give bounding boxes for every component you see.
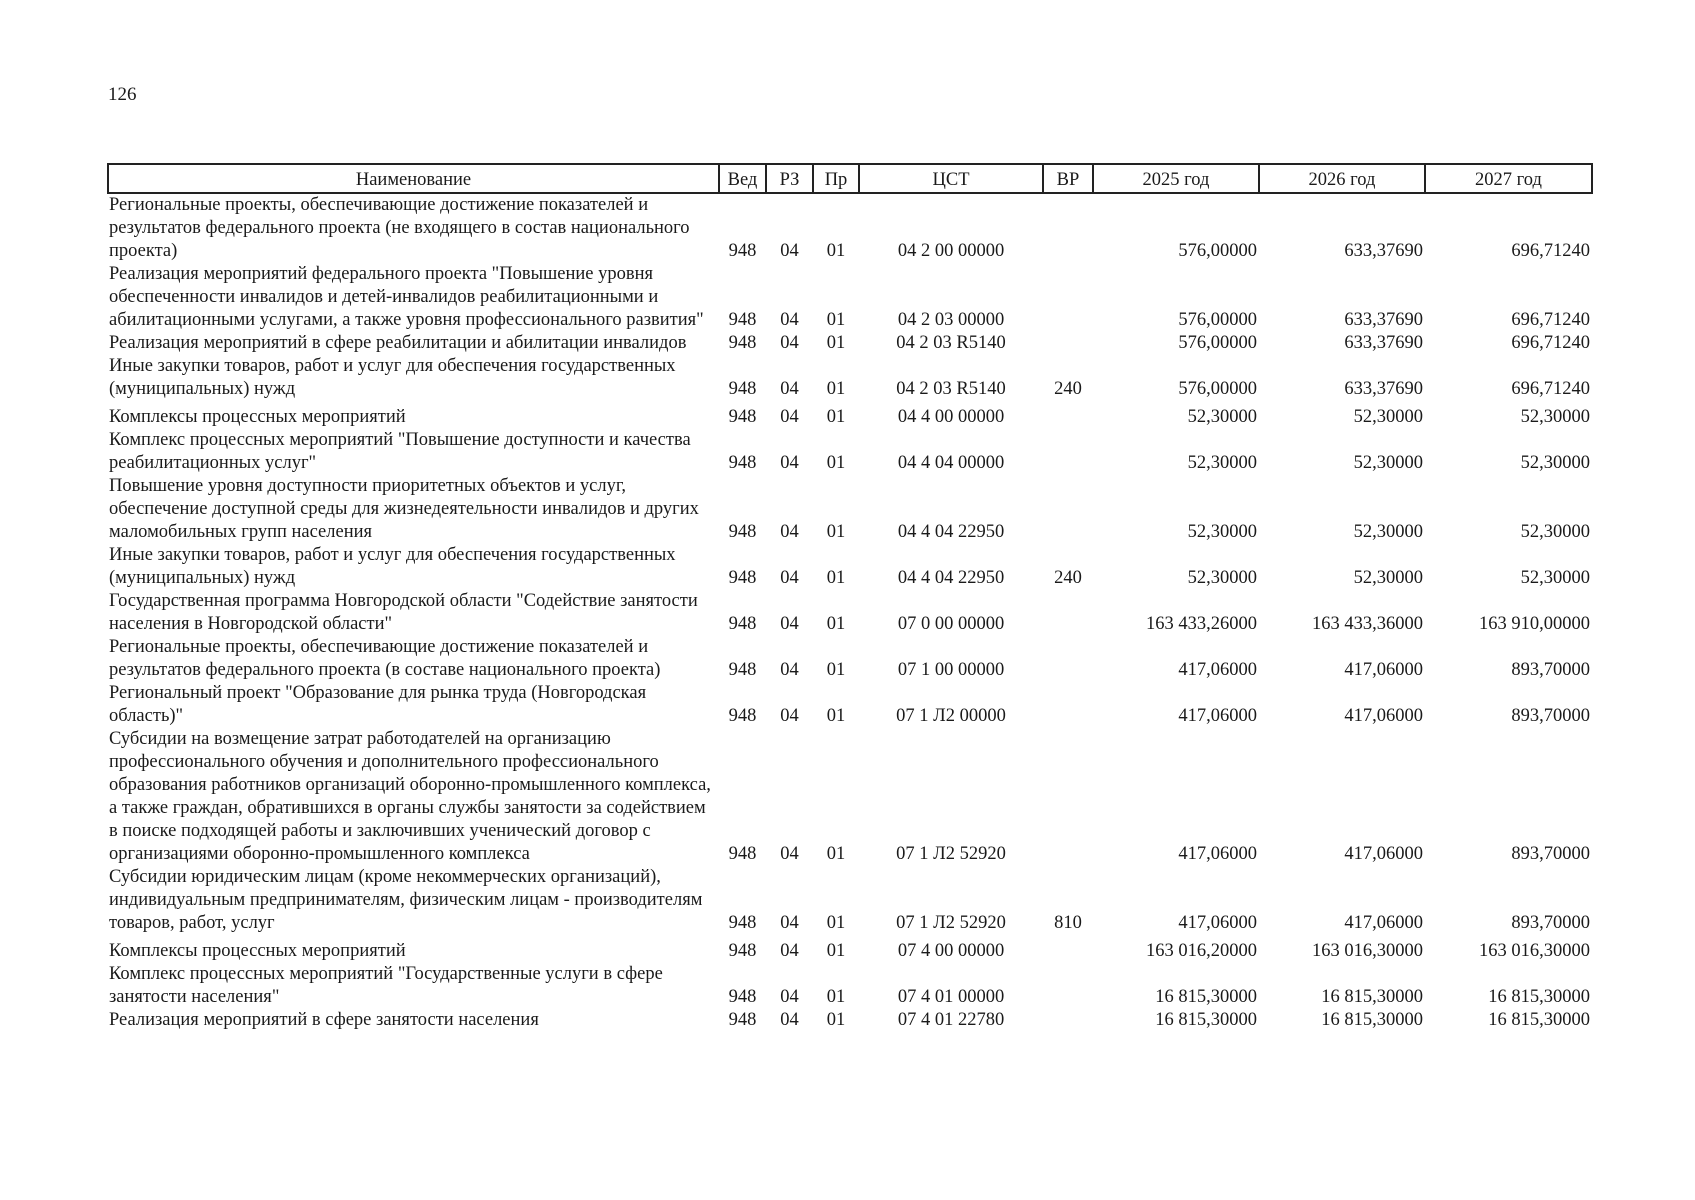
cell-pr: 01 xyxy=(826,522,846,542)
cell-ved: 948 xyxy=(728,987,757,1007)
budget-table-container xyxy=(107,163,1591,1032)
cell-name: Реализация мероприятий федерального проекта "Повышение уровня обеспеченности инвалидов и детей-инвалидов реабилитационными и абилитационными услугами, а также уровня профессионального развития" xyxy=(109,264,704,330)
table-row xyxy=(108,590,1592,636)
cell-rz: 04 xyxy=(780,522,799,542)
cell-2027: 16 815,30000 xyxy=(1488,987,1590,1007)
cell-name: Комплекс процессных мероприятий "Повышение доступности и качества реабилитационных услуг" xyxy=(109,430,691,473)
cell-name: Реализация мероприятий в сфере занятости населения xyxy=(109,1010,539,1030)
cell-ved: 948 xyxy=(728,407,757,427)
cell-pr: 01 xyxy=(826,453,846,473)
cell-vr: 240 xyxy=(1054,379,1082,399)
cell-vr: 810 xyxy=(1054,913,1082,933)
table-row xyxy=(108,728,1592,866)
cell-cst: 07 1 Л2 52920 xyxy=(896,913,1006,933)
cell-ved: 948 xyxy=(728,706,757,726)
cell-2025: 163 433,26000 xyxy=(1146,614,1257,634)
table-row xyxy=(108,332,1592,355)
cell-pr: 01 xyxy=(826,568,846,588)
cell-cst: 04 4 04 00000 xyxy=(897,453,1005,473)
header-row xyxy=(108,164,1592,193)
cell-ved: 948 xyxy=(728,568,757,588)
cell-rz: 04 xyxy=(780,333,799,353)
cell-rz: 04 xyxy=(780,614,799,634)
cell-ved: 948 xyxy=(728,941,757,961)
cell-cst: 07 1 Л2 52920 xyxy=(896,844,1006,864)
table-row xyxy=(108,193,1592,263)
cell-2026: 417,06000 xyxy=(1344,844,1423,864)
cell-2025: 417,06000 xyxy=(1178,706,1257,726)
cell-rz: 04 xyxy=(780,568,799,588)
cell-2026: 633,37690 xyxy=(1344,310,1423,330)
cell-rz: 04 xyxy=(780,660,799,680)
cell-rz: 04 xyxy=(780,913,799,933)
cell-name: Комплексы процессных мероприятий xyxy=(109,941,406,961)
cell-2025: 576,00000 xyxy=(1178,333,1257,353)
table-row xyxy=(108,636,1592,682)
cell-2027: 696,71240 xyxy=(1511,333,1590,353)
table-row xyxy=(108,682,1592,728)
header-2025: 2025 год xyxy=(1093,164,1259,193)
table-row xyxy=(108,866,1592,935)
header-ved: Вед xyxy=(719,164,766,193)
cell-2027: 696,71240 xyxy=(1511,379,1590,399)
cell-cst: 07 4 00 00000 xyxy=(897,941,1005,961)
cell-rz: 04 xyxy=(780,844,799,864)
cell-rz: 04 xyxy=(780,1010,799,1030)
cell-pr: 01 xyxy=(826,913,846,933)
cell-name: Региональные проекты, обеспечивающие достижение показателей и результатов федерального проекта (в составе национального проекта) xyxy=(109,637,661,680)
cell-pr: 01 xyxy=(826,241,846,261)
cell-ved: 948 xyxy=(728,241,757,261)
cell-name: Повышение уровня доступности приоритетных объектов и услуг, обеспечение доступной среды для жизнедеятельности инвалидов и других маломобильных групп населения xyxy=(109,476,699,542)
cell-ved: 948 xyxy=(728,913,757,933)
cell-cst: 07 1 Л2 00000 xyxy=(896,706,1006,726)
cell-2025: 163 016,20000 xyxy=(1146,941,1257,961)
cell-name: Комплекс процессных мероприятий "Государственные услуги в сфере занятости населения" xyxy=(109,964,663,1007)
page-number: 126 xyxy=(108,84,137,105)
cell-2027: 52,30000 xyxy=(1520,407,1590,427)
header-name: Наименование xyxy=(108,164,719,193)
cell-2026: 52,30000 xyxy=(1353,568,1423,588)
cell-2025: 576,00000 xyxy=(1178,379,1257,399)
cell-2027: 52,30000 xyxy=(1520,522,1590,542)
table-row xyxy=(108,429,1592,475)
cell-2025: 52,30000 xyxy=(1187,522,1257,542)
cell-vr xyxy=(1043,1009,1093,1032)
cell-2026: 52,30000 xyxy=(1353,522,1423,542)
cell-vr: 240 xyxy=(1054,568,1082,588)
header-cst: ЦСТ xyxy=(859,164,1043,193)
cell-2027: 893,70000 xyxy=(1511,706,1590,726)
cell-2026: 633,37690 xyxy=(1344,241,1423,261)
cell-2025: 417,06000 xyxy=(1178,913,1257,933)
cell-2027: 52,30000 xyxy=(1520,453,1590,473)
table-body xyxy=(108,193,1592,1032)
table-row xyxy=(108,401,1592,429)
cell-2025: 576,00000 xyxy=(1178,241,1257,261)
cell-2026: 417,06000 xyxy=(1344,913,1423,933)
cell-name: Субсидии на возмещение затрат работодателей на организацию профессионального обучения и дополнительного профессионального образования работников организаций оборонно-промышленного комплекса, а также граждан, обратившихся в органы службы занятости за содействием в поиске подходящей работы и заключивших ученический договор с организациями оборонно-промышленного комплекса xyxy=(109,729,711,864)
cell-cst: 07 4 01 00000 xyxy=(897,987,1005,1007)
cell-vr xyxy=(1043,590,1093,636)
cell-rz: 04 xyxy=(780,241,799,261)
cell-cst: 07 1 00 00000 xyxy=(897,660,1005,680)
cell-ved: 948 xyxy=(728,660,757,680)
cell-name: Региональные проекты, обеспечивающие достижение показателей и результатов федерального проекта (не входящего в состав национального проекта) xyxy=(109,195,690,261)
cell-2025: 16 815,30000 xyxy=(1155,1010,1257,1030)
table-row xyxy=(108,963,1592,1009)
cell-2025: 576,00000 xyxy=(1178,310,1257,330)
cell-2026: 52,30000 xyxy=(1353,407,1423,427)
cell-cst: 07 0 00 00000 xyxy=(897,614,1005,634)
cell-pr: 01 xyxy=(826,844,846,864)
cell-2026: 163 016,30000 xyxy=(1312,941,1423,961)
cell-name: Субсидии юридическим лицам (кроме некоммерческих организаций), индивидуальным предпринимателям, физическим лицам - производителям товаров, работ, услуг xyxy=(109,867,703,933)
cell-2025: 16 815,30000 xyxy=(1155,987,1257,1007)
table-row xyxy=(108,935,1592,963)
cell-pr: 01 xyxy=(826,987,846,1007)
cell-ved: 948 xyxy=(728,844,757,864)
cell-2027: 696,71240 xyxy=(1511,310,1590,330)
cell-ved: 948 xyxy=(728,453,757,473)
cell-vr xyxy=(1043,263,1093,332)
cell-name: Государственная программа Новгородской области "Содействие занятости населения в Новгородской области" xyxy=(109,591,698,634)
cell-2026: 16 815,30000 xyxy=(1321,1010,1423,1030)
cell-2027: 16 815,30000 xyxy=(1488,1010,1590,1030)
cell-2025: 52,30000 xyxy=(1187,568,1257,588)
cell-pr: 01 xyxy=(826,333,846,353)
cell-pr: 01 xyxy=(826,660,846,680)
cell-pr: 01 xyxy=(826,310,846,330)
table-row xyxy=(108,263,1592,332)
table-row xyxy=(108,355,1592,401)
cell-pr: 01 xyxy=(826,614,846,634)
cell-vr xyxy=(1043,332,1093,355)
cell-name: Реализация мероприятий в сфере реабилитации и абилитации инвалидов xyxy=(109,333,687,353)
cell-2025: 52,30000 xyxy=(1187,453,1257,473)
cell-rz: 04 xyxy=(780,453,799,473)
header-2027: 2027 год xyxy=(1425,164,1592,193)
cell-2027: 893,70000 xyxy=(1511,660,1590,680)
cell-rz: 04 xyxy=(780,310,799,330)
cell-vr xyxy=(1043,728,1093,866)
cell-2026: 163 433,36000 xyxy=(1312,614,1423,634)
cell-vr xyxy=(1043,401,1093,429)
cell-pr: 01 xyxy=(826,407,846,427)
cell-2026: 633,37690 xyxy=(1344,333,1423,353)
cell-ved: 948 xyxy=(728,333,757,353)
cell-cst: 04 2 03 R5140 xyxy=(896,379,1006,399)
cell-vr xyxy=(1043,935,1093,963)
cell-name: Иные закупки товаров, работ и услуг для обеспечения государственных (муниципальных) нужд xyxy=(109,545,676,588)
cell-2027: 163 016,30000 xyxy=(1479,941,1590,961)
cell-vr xyxy=(1043,682,1093,728)
cell-vr xyxy=(1043,193,1093,263)
table-row xyxy=(108,1009,1592,1032)
cell-cst: 04 2 03 00000 xyxy=(897,310,1005,330)
header-rz: РЗ xyxy=(766,164,813,193)
cell-pr: 01 xyxy=(826,379,846,399)
table-header xyxy=(108,164,1592,193)
cell-2026: 52,30000 xyxy=(1353,453,1423,473)
cell-cst: 07 4 01 22780 xyxy=(897,1010,1005,1030)
cell-pr: 01 xyxy=(826,706,846,726)
cell-cst: 04 4 00 00000 xyxy=(897,407,1005,427)
cell-rz: 04 xyxy=(780,941,799,961)
cell-2025: 52,30000 xyxy=(1187,407,1257,427)
cell-rz: 04 xyxy=(780,379,799,399)
budget-table xyxy=(107,163,1593,1032)
cell-2026: 16 815,30000 xyxy=(1321,987,1423,1007)
cell-rz: 04 xyxy=(780,987,799,1007)
cell-cst: 04 4 04 22950 xyxy=(897,568,1005,588)
cell-ved: 948 xyxy=(728,522,757,542)
cell-2027: 163 910,00000 xyxy=(1479,614,1590,634)
cell-vr xyxy=(1043,475,1093,544)
cell-2027: 893,70000 xyxy=(1511,913,1590,933)
cell-pr: 01 xyxy=(826,941,846,961)
cell-vr xyxy=(1043,636,1093,682)
cell-2027: 893,70000 xyxy=(1511,844,1590,864)
table-row xyxy=(108,544,1592,590)
cell-rz: 04 xyxy=(780,706,799,726)
cell-cst: 04 4 04 22950 xyxy=(897,522,1005,542)
cell-2027: 696,71240 xyxy=(1511,241,1590,261)
cell-ved: 948 xyxy=(728,614,757,634)
cell-name: Иные закупки товаров, работ и услуг для обеспечения государственных (муниципальных) нужд xyxy=(109,356,676,399)
cell-2026: 417,06000 xyxy=(1344,660,1423,680)
cell-2026: 417,06000 xyxy=(1344,706,1423,726)
cell-2025: 417,06000 xyxy=(1178,660,1257,680)
cell-2027: 52,30000 xyxy=(1520,568,1590,588)
cell-ved: 948 xyxy=(728,379,757,399)
cell-2025: 417,06000 xyxy=(1178,844,1257,864)
header-pr: Пр xyxy=(813,164,859,193)
cell-ved: 948 xyxy=(728,1010,757,1030)
cell-vr xyxy=(1043,429,1093,475)
header-vr: ВР xyxy=(1043,164,1093,193)
cell-pr: 01 xyxy=(826,1010,846,1030)
cell-name: Региональный проект "Образование для рынка труда (Новгородская область)" xyxy=(109,683,647,726)
cell-name: Комплексы процессных мероприятий xyxy=(109,407,406,427)
header-2026: 2026 год xyxy=(1259,164,1425,193)
cell-rz: 04 xyxy=(780,407,799,427)
cell-vr xyxy=(1043,963,1093,1009)
cell-cst: 04 2 03 R5140 xyxy=(896,333,1006,353)
cell-2026: 633,37690 xyxy=(1344,379,1423,399)
cell-ved: 948 xyxy=(728,310,757,330)
cell-cst: 04 2 00 00000 xyxy=(897,241,1005,261)
table-row xyxy=(108,475,1592,544)
